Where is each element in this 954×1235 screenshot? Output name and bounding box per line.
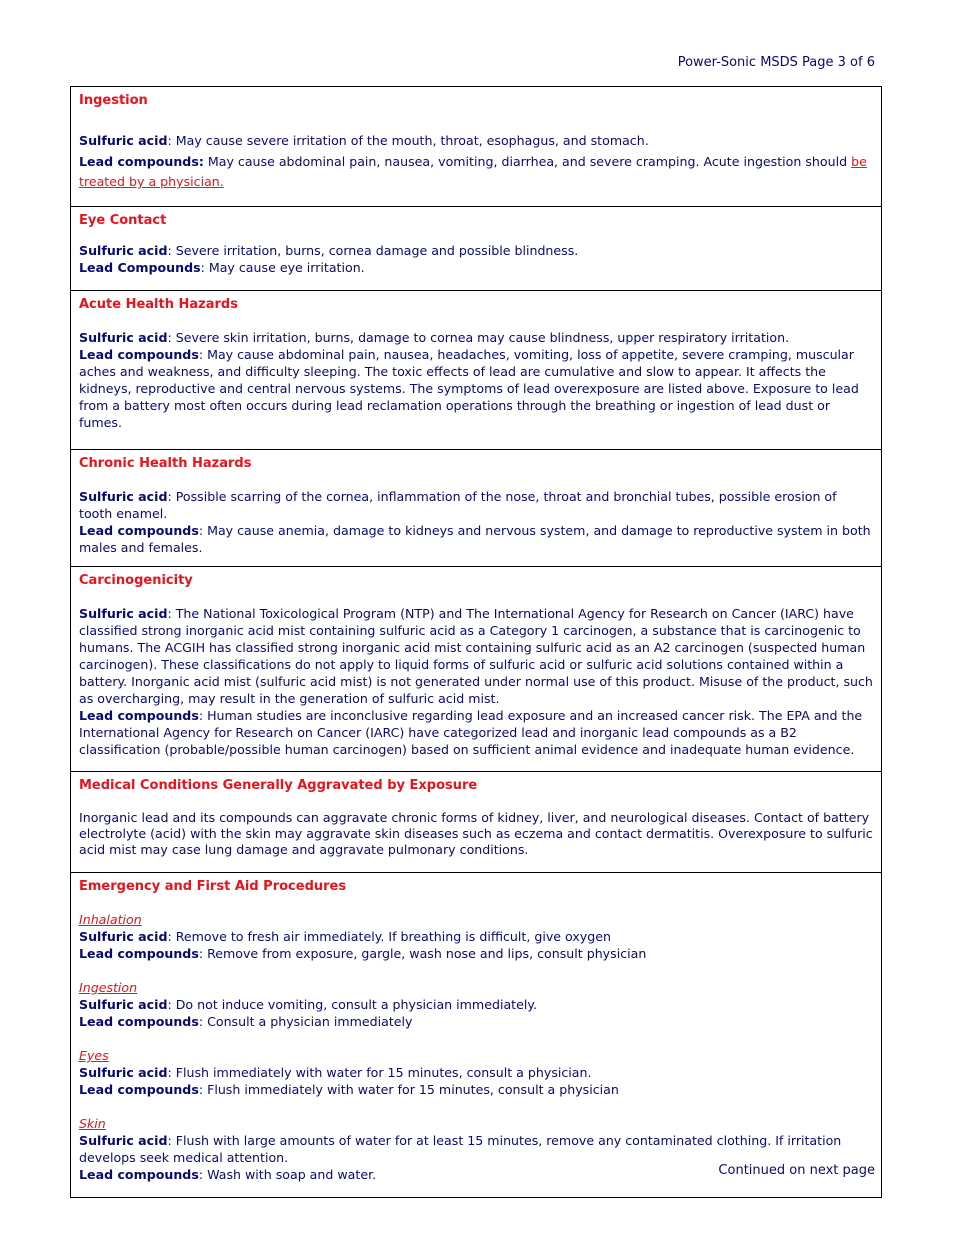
lead-compounds-label: Lead compounds	[79, 523, 199, 538]
section-title: Chronic Health Hazards	[79, 456, 252, 471]
section-title: Eye Contact	[79, 213, 167, 228]
sulfuric-acid-entry	[79, 928, 873, 945]
first-aid-eyes	[79, 1047, 873, 1098]
sulfuric-acid-label: Sulfuric acid	[79, 133, 168, 148]
lead-compounds-label: Lead compounds	[79, 1082, 199, 1097]
lead-compounds-text: : Flush immediately with water for 15 minutes, consult a physician	[198, 1082, 619, 1097]
sulfuric-acid-label: Sulfuric acid	[79, 606, 168, 621]
sulfuric-acid-text: : Flush immediately with water for 15 minutes, consult a physician.	[167, 1065, 592, 1080]
lead-compounds-text: : May cause eye irritation.	[200, 260, 365, 275]
lead-compounds-entry	[79, 346, 873, 431]
lead-compounds-entry	[79, 522, 873, 556]
lead-compounds-label: Lead Compounds	[79, 260, 201, 275]
ingestion-heading: Ingestion	[79, 980, 138, 995]
section-ingestion	[71, 87, 881, 207]
sulfuric-acid-text: : Possible scarring of the cornea, inflammation of the nose, throat and bronchial tubes, possible erosion of tooth enamel.	[79, 489, 837, 521]
lead-compounds-entry	[79, 1081, 873, 1098]
lead-compounds-text: : Human studies are inconclusive regarding lead exposure and an increased cancer risk. The EPA and the International Agency for Research on Cancer (IARC) have categorized lead and inorganic lead compounds as a B2 classification (probable/possible human carcinogen) based on sufficient animal evidence and inadequate human evidence.	[79, 708, 863, 757]
medical-conditions-text: Inorganic lead and its compounds can aggravate chronic forms of kidney, liver, and neurological diseases. Contact of battery electrolyte (acid) with the skin may aggravate skin diseases such as eczema and contact dermatitis. Overexposure to sulfuric acid mist may case lung damage and aggravate pulmonary conditions.	[79, 810, 873, 857]
sulfuric-acid-text: : The National Toxicological Program (NTP) and The International Agency for Research on Cancer (IARC) have classified strong inorganic acid mist containing sulfuric acid as a Category 1 carcinogen, a substance that is carcinogenic to humans. The ACGIH has classified strong inorganic acid mist containing sulfuric acid as an A2 carcinogen (suspected human carcinogen). These classifications do not apply to liquid forms of sulfuric acid or sulfuric acid solutions contained within a battery. Inorganic acid mist (sulfuric acid mist) is not generated under normal use of this product. Misuse of the product, such as overcharging, may result in the generation of sulfuric acid mist.	[79, 606, 873, 706]
sulfuric-acid-label: Sulfuric acid	[79, 330, 168, 345]
lead-compounds-entry	[79, 152, 873, 192]
lead-compounds-text: May cause abdominal pain, nausea, vomiting, diarrhea, and severe cramping. Acute ingestion should	[203, 154, 852, 169]
lead-compounds-entry	[79, 945, 873, 962]
lead-compounds-text: : May cause abdominal pain, nausea, headaches, vomiting, loss of appetite, severe cramping, muscular aches and weakness, and difficulty sleeping. The toxic effects of lead are cumulative and slow to appear. It affects the kidneys, reproductive and central nervous systems. The symptoms of lead overexposure are listed above. Exposure to lead from a battery most often occurs during lead reclamation operations through the breathing or ingestion of lead dust or fumes.	[79, 347, 859, 430]
lead-compounds-text: : Wash with soap and water.	[198, 1167, 377, 1182]
lead-compounds-label: Lead compounds	[79, 946, 199, 961]
lead-compounds-text: : May cause anemia, damage to kidneys and nervous system, and damage to reproductive system in both males and females.	[79, 523, 871, 555]
sulfuric-acid-text: : Severe irritation, burns, cornea damage and possible blindness.	[167, 243, 579, 258]
section-chronic-health-hazards	[71, 450, 881, 567]
page-header: Power-Sonic MSDS Page 3 of 6	[677, 55, 875, 70]
lead-compounds-label: Lead compounds	[79, 708, 199, 723]
sulfuric-acid-entry	[79, 132, 873, 149]
sulfuric-acid-entry	[79, 329, 873, 346]
eyes-heading: Eyes	[79, 1048, 109, 1063]
lead-compounds-text: : Remove from exposure, gargle, wash nose and lips, consult physician	[198, 946, 647, 961]
sulfuric-acid-entry	[79, 242, 873, 259]
sulfuric-acid-text: : Remove to fresh air immediately. If breathing is difficult, give oxygen	[167, 929, 611, 944]
sulfuric-acid-label: Sulfuric acid	[79, 489, 168, 504]
section-title: Acute Health Hazards	[79, 297, 238, 312]
section-title: Carcinogenicity	[79, 573, 193, 588]
section-medical-conditions	[71, 772, 881, 873]
section-eye-contact	[71, 207, 881, 291]
lead-compounds-label: Lead compounds	[79, 1014, 199, 1029]
lead-compounds-label: Lead compounds:	[79, 154, 204, 169]
sulfuric-acid-label: Sulfuric acid	[79, 243, 168, 258]
lead-compounds-label: Lead compounds	[79, 347, 199, 362]
section-carcinogenicity	[71, 567, 881, 772]
sulfuric-acid-label: Sulfuric acid	[79, 1065, 168, 1080]
sulfuric-acid-entry	[79, 1064, 873, 1081]
lead-compounds-entry	[79, 259, 873, 276]
first-aid-ingestion	[79, 979, 873, 1030]
sulfuric-acid-entry	[79, 996, 873, 1013]
sulfuric-acid-text: : Do not induce vomiting, consult a physician immediately.	[167, 997, 538, 1012]
sulfuric-acid-entry	[79, 1132, 873, 1166]
first-aid-inhalation	[79, 911, 873, 962]
sulfuric-acid-label: Sulfuric acid	[79, 997, 168, 1012]
section-title: Ingestion	[79, 93, 148, 108]
lead-compounds-entry	[79, 1013, 873, 1030]
msds-content-box	[70, 86, 882, 1198]
section-title: Emergency and First Aid Procedures	[79, 879, 347, 894]
lead-compounds-entry	[79, 707, 873, 758]
sulfuric-acid-entry	[79, 488, 873, 522]
sulfuric-acid-text: : May cause severe irritation of the mouth, throat, esophagus, and stomach.	[167, 133, 649, 148]
sulfuric-acid-label: Sulfuric acid	[79, 929, 168, 944]
section-first-aid	[71, 873, 881, 1197]
sulfuric-acid-label: Sulfuric acid	[79, 1133, 168, 1148]
skin-heading: Skin	[79, 1116, 106, 1131]
inhalation-heading: Inhalation	[79, 912, 142, 927]
physician-link[interactable]: be treated by a physician.	[79, 154, 867, 189]
sulfuric-acid-text: : Severe skin irritation, burns, damage to cornea may cause blindness, upper respiratory irritation.	[167, 330, 790, 345]
lead-compounds-text: : Consult a physician immediately	[198, 1014, 413, 1029]
sulfuric-acid-entry	[79, 605, 873, 707]
section-acute-health-hazards	[71, 291, 881, 450]
sulfuric-acid-text: : Flush with large amounts of water for at least 15 minutes, remove any contaminated clothing. If irritation develops seek medical attention.	[79, 1133, 842, 1165]
lead-compounds-label: Lead compounds	[79, 1167, 199, 1182]
continued-footer: Continued on next page	[718, 1163, 875, 1178]
section-title: Medical Conditions Generally Aggravated by Exposure	[79, 778, 478, 793]
